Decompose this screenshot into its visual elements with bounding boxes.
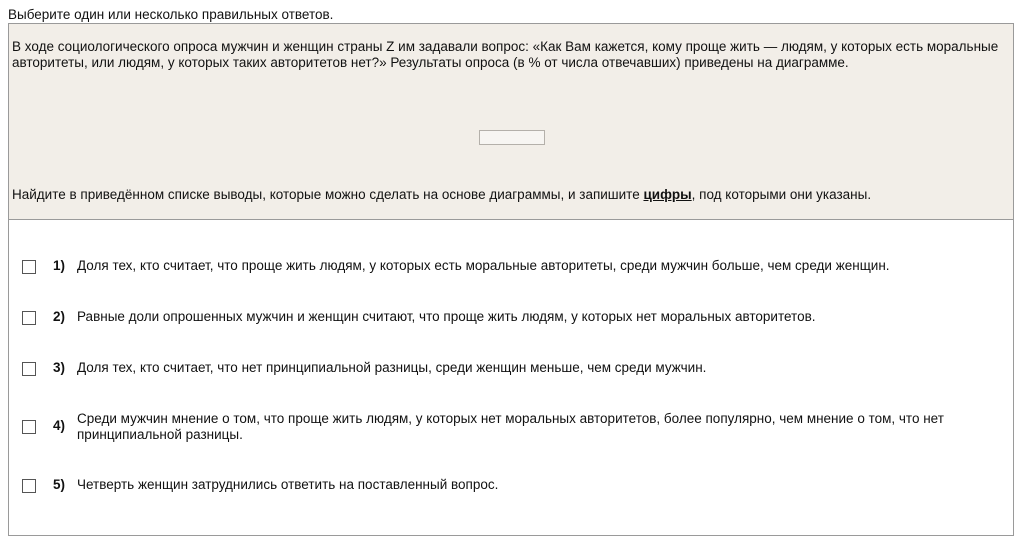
option-2-text: Равные доли опрошенных мужчин и женщин считают, что проще жить людям, у которых нет моральных авторитетов. — [77, 309, 816, 324]
question-stem-panel — [9, 24, 1013, 220]
option-5-text: Четверть женщин затруднились ответить на поставленный вопрос. — [77, 477, 499, 492]
option-2-number: 2) — [53, 309, 66, 324]
option-1-text: Доля тех, кто считает, что проще жить людям, у которых есть моральные авторитеты, среди мужчин больше, чем среди женщин. — [77, 258, 890, 273]
option-5-checkbox[interactable] — [22, 479, 36, 493]
diagram-image-placeholder — [479, 130, 545, 145]
task-text-after: , под которыми они указаны. — [691, 187, 872, 202]
option-5-number: 5) — [53, 477, 66, 492]
option-4-number: 4) — [53, 418, 66, 433]
option-3-text: Доля тех, кто считает, что нет принципиальной разницы, среди женщин меньше, чем среди мужчин. — [77, 360, 707, 375]
option-1-checkbox[interactable] — [22, 260, 36, 274]
option-4-text: Среди мужчин мнение о том, что проще жить людям, у которых нет моральных авторитетов, более популярно, чем мнение о том, что нет принципиальной разницы. — [77, 411, 944, 442]
task-text-before: Найдите в приведённом списке выводы, которые можно сделать на основе диаграммы, и запишите — [12, 187, 644, 202]
option-3-checkbox[interactable] — [22, 362, 36, 376]
option-3-number: 3) — [53, 360, 66, 375]
option-1-number: 1) — [53, 258, 66, 273]
option-4-checkbox[interactable] — [22, 420, 36, 434]
question-frame — [8, 23, 1014, 536]
instruction-text: Выберите один или несколько правильных ответов. — [8, 7, 334, 22]
question-stem-text: В ходе социологического опроса мужчин и женщин страны Z им задавали вопрос: «Как Вам кажется, кому проще жить — людям, у которых есть моральные авторитеты, или людям, у которых таких авторитетов нет?» Результаты опроса (в % от числа отвечавших) приведены на диаграмме. — [12, 39, 999, 70]
task-text — [12, 187, 1012, 203]
task-text-emphasis: цифры — [643, 187, 692, 202]
option-2-checkbox[interactable] — [22, 311, 36, 325]
